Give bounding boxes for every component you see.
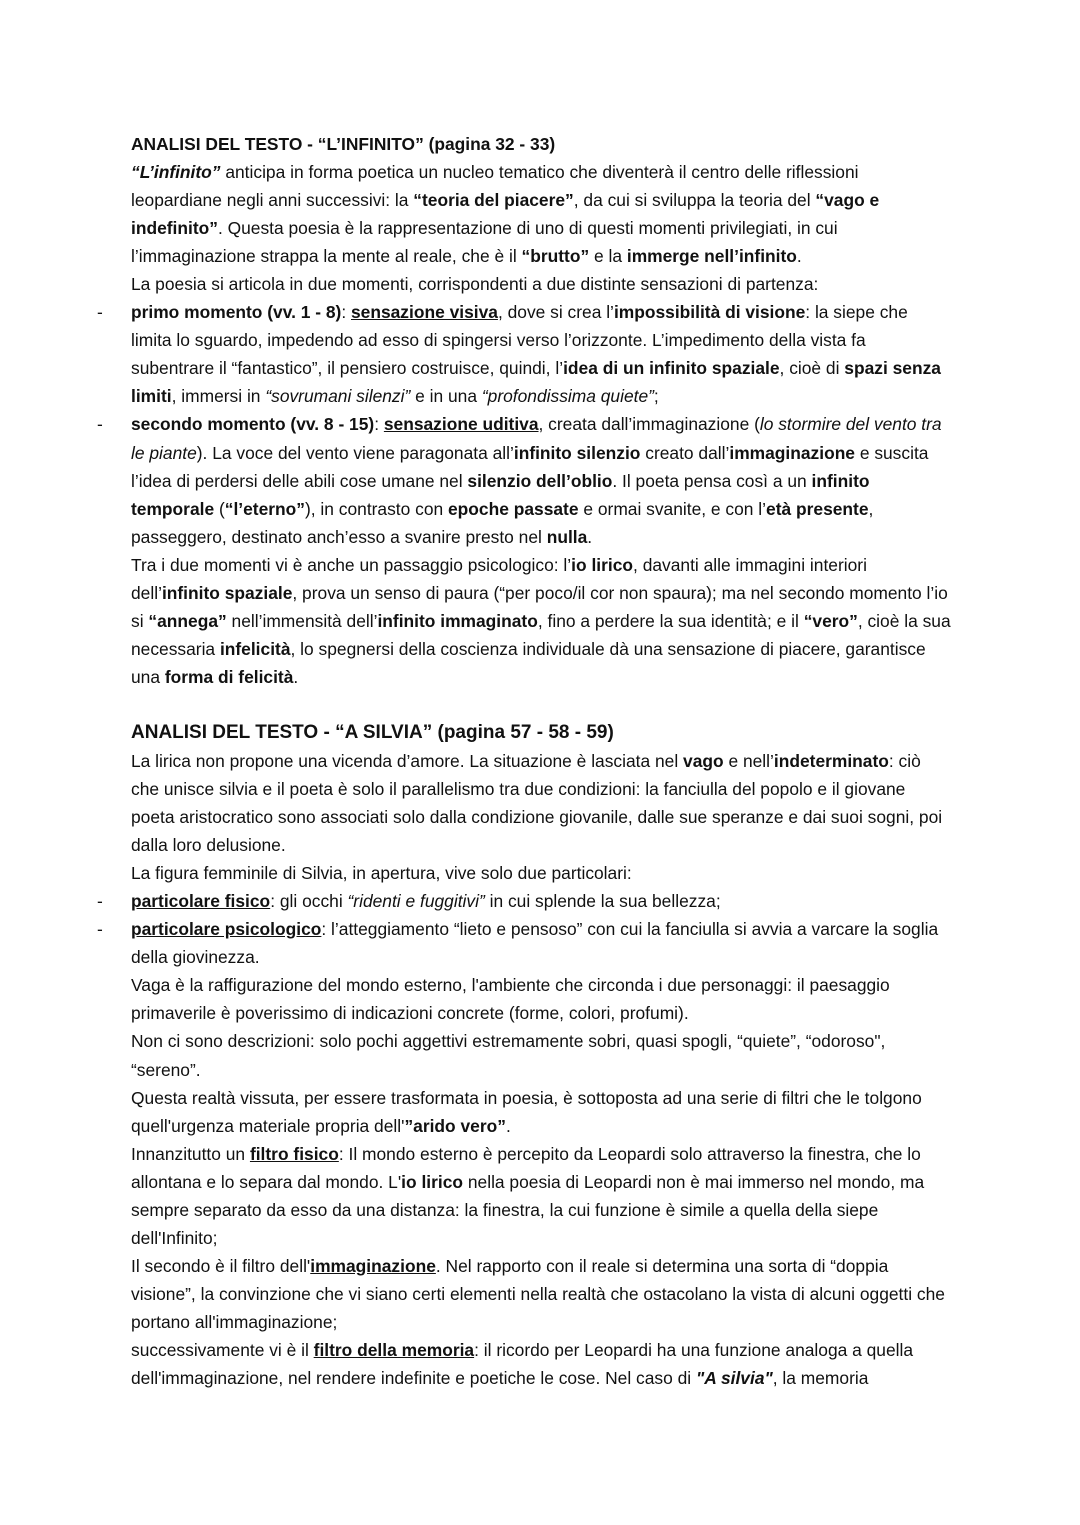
text-run: indeterminato	[773, 750, 889, 771]
paragraph-filtro-immaginazione	[131, 1252, 953, 1336]
text-run: immaginazione	[310, 1255, 436, 1276]
text-run: “brutto”	[521, 246, 590, 267]
text-run: .	[587, 526, 593, 547]
text-run: immaginazione	[729, 442, 855, 463]
text-run: La poesia si articola in due momenti, corrispondenti a due distinte sensazioni di partenza:	[131, 274, 819, 295]
text-run: età presente	[766, 498, 869, 519]
text-run: : la siepe che limita lo sguardo, impedendo ad esso di spingersi verso l’orizzonte. L’impedimento della vista fa subentrare il “fantastico”, il pensiero costruisce, quindi, l’	[131, 302, 908, 379]
text-run: : gli occhi	[270, 891, 348, 912]
text-run: sensazione visiva	[351, 302, 498, 323]
text-run: idea di un infinito spaziale	[563, 358, 780, 379]
text-run: Questa realtà vissuta, per essere trasformata in poesia, è sottoposta ad una serie di filtri che le tolgono quell'urgenza materiale propria dell'	[131, 1087, 922, 1136]
text-run: successivamente vi è il	[131, 1339, 314, 1360]
text-run: e in una	[410, 386, 482, 407]
bullet-item-particolare-psicologico	[97, 915, 953, 971]
text-run: “sovrumani silenzi”	[265, 386, 411, 407]
text-run: Non ci sono descrizioni: solo pochi aggettivi estremamente sobri, quasi spogli, “quiete”, “odoroso", “sereno”.	[131, 1031, 886, 1080]
paragraph-infinito-lead	[131, 270, 953, 298]
text-run: . Il poeta pensa così a un	[612, 470, 812, 491]
bullet-dash: -	[97, 891, 103, 912]
text-run: lo stormire del vento tra le piante	[131, 414, 942, 463]
text-run: ;	[653, 386, 659, 407]
paragraph-infinito-closing	[131, 551, 953, 691]
text-run: in cui splende la sua bellezza;	[484, 891, 721, 912]
section-heading-silvia: ANALISI DEL TESTO - “A SILVIA” (pagina 57 - 58 - 59)	[131, 721, 614, 743]
text-run: creato dall’	[640, 442, 730, 463]
text-run: . Questa poesia è la rappresentazione di uno di questi momenti privilegiati, in cui l’immaginazione strappa la mente al reale, che è il	[131, 218, 838, 267]
text-run: Innanzitutto un	[131, 1143, 250, 1164]
text-run: : il ricordo per Leopardi ha una funzione analoga a quella dell'immaginazione, nel rendere indefinite e poetiche le cose. Nel caso di	[131, 1339, 914, 1389]
text-run: io lirico	[571, 554, 634, 575]
bullet-text	[131, 414, 942, 546]
text-run: infinito spaziale	[161, 582, 293, 603]
section-heading-infinito: ANALISI DEL TESTO - “L’INFINITO” (pagina 32 - 33)	[131, 134, 556, 154]
text-run: infinito silenzio	[513, 442, 641, 463]
text-run: silenzio dell’oblio	[467, 470, 613, 491]
text-run: La figura femminile di Silvia, in apertura, vive solo due particolari:	[131, 863, 632, 884]
bullet-item-secondo-momento	[97, 410, 953, 550]
text-run: . Nel rapporto con il reale si determina una sorta di “doppia visione”, la convinzione che vi siano certi elementi nella realtà che ostacolano la vista di alcuni oggetti che portano all'immaginazione;	[131, 1255, 945, 1332]
text-run: .	[505, 1115, 511, 1136]
text-run: nell’immensità dell’	[226, 610, 378, 631]
bullet-item-primo-momento	[97, 298, 953, 410]
text-run: filtro della memoria	[313, 1339, 475, 1360]
text-run: e la	[589, 246, 627, 267]
text-run: , passeggero, destinato anch’esso a svanire presto nel	[131, 498, 874, 547]
text-run: Tra i due momenti vi è anche un passaggio psicologico: l’	[131, 554, 572, 575]
text-run: io lirico	[401, 1171, 464, 1192]
text-run: : l’atteggiamento “lieto e pensoso” con cui la fanciulla si avvia a varcare la soglia della giovinezza.	[131, 919, 939, 968]
text-run: , immersi in	[171, 386, 266, 407]
text-run: “l’eterno”	[224, 498, 305, 519]
bullet-dash: -	[97, 414, 103, 435]
text-run: e nell’	[723, 750, 774, 771]
text-run: .	[796, 246, 802, 267]
paragraph-descrizioni	[131, 1027, 953, 1083]
text-run: Vaga è la raffigurazione del mondo esterno, l'ambiente che circonda i due personaggi: il paesaggio primaverile è poverissimo di indicazioni concrete (forme, colori, profumi).	[131, 975, 890, 1024]
text-run: ). La voce del vento viene paragonata all’	[196, 442, 514, 463]
text-run: , dove si crea l’	[497, 302, 614, 323]
text-run: (	[214, 498, 225, 519]
text-run: infelicità	[219, 638, 291, 659]
text-run: , la memoria	[772, 1368, 869, 1389]
text-run: e suscita l’idea di perdersi delle abili cose umane nel	[131, 442, 929, 491]
text-run: , creata dall’immaginazione (	[538, 414, 760, 435]
text-run: “annega”	[148, 610, 227, 631]
text-run: "A silvia"	[695, 1368, 773, 1389]
paragraph-infinito-intro	[131, 158, 953, 270]
text-run: : Il mondo esterno è percepito da Leopardi solo attraverso la finestra, che lo allontana e lo separa dal mondo. L'	[131, 1143, 921, 1192]
text-run: immerge nell’infinito	[626, 246, 797, 267]
text-run: , cioè di	[779, 358, 845, 379]
bullet-text	[131, 302, 941, 406]
text-run: : ciò che unisce silvia e il poeta è solo il parallelismo tra due condizioni: la fanciulla del popolo e il giovane poeta aristocratico sono associati solo dalla condizione giovanile, dalle sue speranze e dai suoi sogni, poi dalla loro delusione.	[131, 750, 943, 856]
text-run: forma di felicità	[164, 666, 294, 687]
text-run: , cioè la sua necessaria	[131, 610, 951, 659]
text-run: , lo spegnersi della coscienza individuale dà una sensazione di piacere, garantisce una	[131, 638, 926, 687]
text-run: nulla	[546, 526, 588, 547]
text-run: particolare psicologico	[131, 919, 322, 940]
text-run: ), in contrasto con	[304, 498, 449, 519]
text-run: “vero”	[803, 610, 858, 631]
text-run: e ormai svanite, e con l’	[578, 498, 767, 519]
text-run: “L’infinito”	[131, 162, 221, 183]
text-run: filtro fisico	[249, 1143, 339, 1164]
text-run: infinito temporale	[131, 470, 870, 519]
text-run: “profondissima quiete”	[481, 386, 654, 407]
text-run: infinito immaginato	[377, 610, 538, 631]
paragraph-silvia-intro	[131, 747, 953, 859]
text-run: anticipa in forma poetica un nucleo tematico che diventerà il centro delle riflessioni leopardiane negli anni successivi: la	[131, 162, 859, 211]
document-body	[97, 130, 953, 1392]
text-run: particolare fisico	[131, 891, 271, 912]
text-run: sensazione uditiva	[383, 414, 539, 435]
text-run: , davanti alle immagini interiori dell’	[131, 554, 867, 603]
text-run: “teoria del piacere”	[413, 190, 574, 211]
text-run: Il secondo è il filtro dell'	[131, 1255, 311, 1276]
bullet-text	[131, 919, 938, 967]
text-run: , da cui si sviluppa la teoria del	[573, 190, 816, 211]
text-run: vago	[683, 750, 724, 771]
paragraph-mondo-esterno	[131, 971, 953, 1027]
text-run: .	[293, 666, 299, 687]
bullet-text	[131, 891, 721, 911]
bullet-dash: -	[97, 919, 103, 940]
paragraph-silvia-lead	[131, 859, 953, 887]
text-run: secondo momento (vv. 8 - 15)	[131, 414, 375, 435]
text-run: “ridenti e fuggitivi”	[347, 891, 485, 912]
text-run: , fino a perdere la sua identità; e il	[537, 610, 804, 631]
text-run: nella poesia di Leopardi non è mai immerso nel mondo, ma sempre separato da esso da una distanza: la finestra, la cui funzione è simile a quella della siepe dell'Infinito;	[131, 1171, 925, 1248]
text-run: :	[374, 414, 384, 435]
text-run: ”arido vero”	[404, 1115, 506, 1136]
text-run: :	[341, 302, 351, 323]
paragraph-filtro-memoria	[131, 1336, 953, 1392]
paragraph-filtro-fisico	[131, 1140, 953, 1252]
text-run: , prova un senso di paura (“per poco/il cor non spaura); ma nel secondo momento l’io si	[131, 582, 948, 631]
text-run: “vago e indefinito”	[131, 190, 880, 239]
bullet-item-particolare-fisico	[97, 887, 953, 915]
section-spacer	[131, 691, 953, 719]
bullet-dash: -	[97, 302, 103, 323]
text-run: spazi senza limiti	[131, 358, 941, 407]
paragraph-realta-vissuta	[131, 1084, 953, 1140]
text-run: impossibilità di visione	[613, 302, 806, 323]
text-run: epoche passate	[448, 498, 579, 519]
text-run: La lirica non propone una vicenda d’amore. La situazione è lasciata nel	[131, 750, 684, 771]
text-run: primo momento (vv. 1 - 8)	[131, 302, 342, 323]
